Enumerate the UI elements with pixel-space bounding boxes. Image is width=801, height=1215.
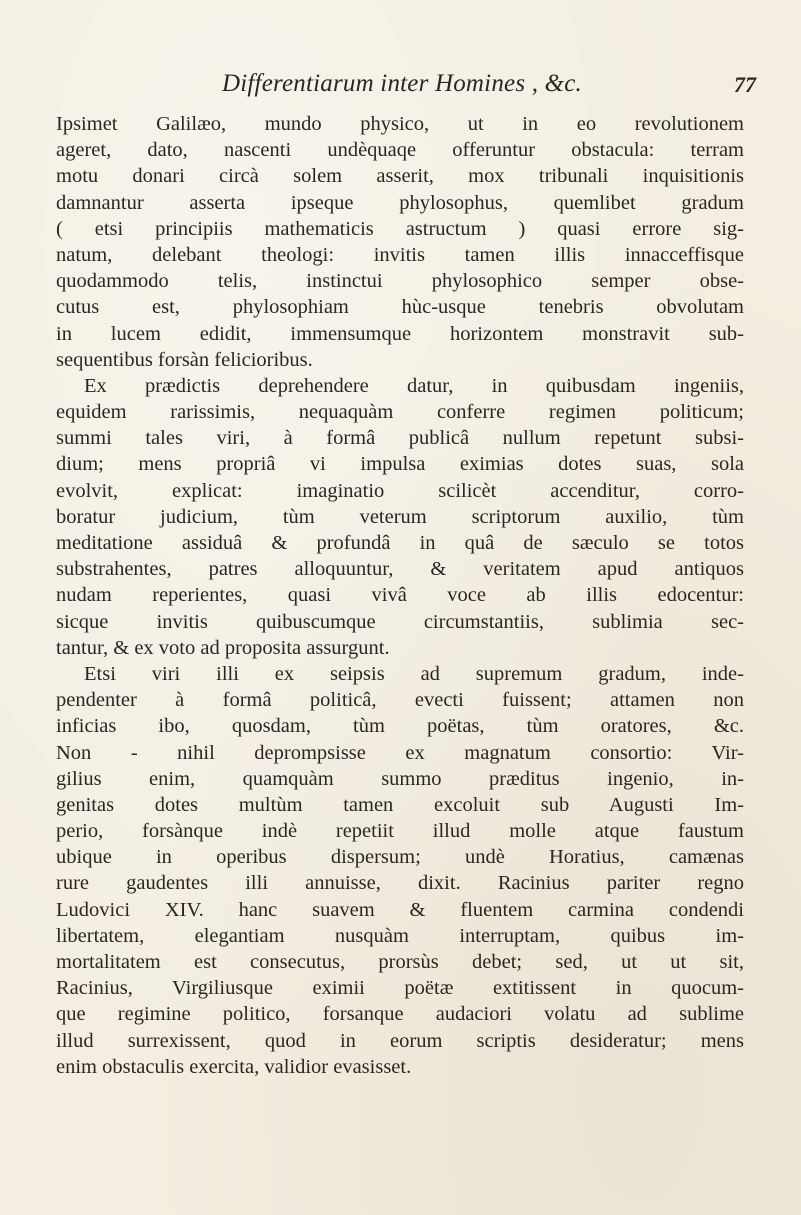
text-line: rure gaudentes illi annuisse, dixit. Racinius pariter regno xyxy=(56,872,744,895)
text-line: Racinius, Virgiliusque eximii poëtæ extitissent in quocum- xyxy=(56,977,744,1000)
text-line: sequentibus forsàn felicioribus. xyxy=(56,348,313,371)
text-line: natum, delebant theologi: invitis tamen illis innacceffisque xyxy=(56,243,744,266)
text-line: ageret, dato, nascenti undèquaqe offeruntur obstacula: terram xyxy=(56,139,744,162)
text-line: tantur, & ex voto ad proposita assurgunt. xyxy=(56,636,390,659)
page-header xyxy=(0,70,801,106)
text-line: summi tales viri, à formâ publicâ nullum repetunt subsi- xyxy=(56,427,744,450)
text-line: damnantur asserta ipseque phylosophus, quemlibet gradum xyxy=(56,191,744,214)
page-number: 77 xyxy=(734,72,756,97)
text-line: inficias ibo, quosdam, tùm poëtas, tùm oratores, &c. xyxy=(56,715,744,738)
text-line: genitas dotes multùm tamen excoluit sub Augusti Im- xyxy=(56,793,744,816)
text-line: pendenter à formâ politicâ, evecti fuissent; attamen non xyxy=(56,689,744,712)
text-line: dium; mens propriâ vi impulsa eximias dotes suas, sola xyxy=(56,453,744,476)
text-line: cutus est, phylosophiam hùc-usque tenebris obvolutam xyxy=(56,296,744,319)
text-line: boratur judicium, tùm veterum scriptorum auxilio, tùm xyxy=(56,505,744,528)
text-line: quodammodo telis, instinctui phylosophico semper obse- xyxy=(56,270,744,293)
text-line: mortalitatem est consecutus, prorsùs debet; sed, ut ut sit, xyxy=(56,951,744,973)
text-line: in lucem edidit, immensumque horizontem monstravit sub- xyxy=(56,322,744,345)
text-line: perio, forsànque indè repetiit illud molle atque faustum xyxy=(56,820,744,843)
text-line: evolvit, explicat: imaginatio scilicèt accenditur, corro- xyxy=(56,479,744,502)
text-line: que regimine politico, forsanque audaciori volatu ad sublime xyxy=(56,1003,744,1026)
text-line: meditatione assiduâ & profundâ in quâ de sæculo se totos xyxy=(56,532,744,554)
text-line: gilius enim, quamquàm summo præditus ingenio, in- xyxy=(56,767,744,790)
text-line: substrahentes, patres alloquuntur, & veritatem apud antiquos xyxy=(56,558,744,581)
body-text xyxy=(56,111,744,1080)
running-head: Differentiarum inter Homines , &c. xyxy=(222,70,582,97)
text-line: illud surrexissent, quod in eorum scriptis desideratur; mens xyxy=(56,1029,744,1052)
text-line: sicque invitis quibuscumque circumstantiis, sublimia sec- xyxy=(56,610,744,633)
text-line: equidem rarissimis, nequaquàm conferre regimen politicum; xyxy=(56,401,744,424)
text-line: motu donari circà solem asserit, mox tribunali inquisitionis xyxy=(56,165,744,188)
text-line: enim obstaculis exercita, validior evasisset. xyxy=(56,1055,412,1078)
text-line: ( etsi principiis mathematicis astructum ) quasi errore sig- xyxy=(56,217,744,240)
text-line: ubique in operibus dispersum; undè Horatius, camænas xyxy=(56,846,744,869)
text-line: nudam reperientes, quasi vivâ voce ab illis edocentur: xyxy=(56,584,744,607)
text-line: Ipsimet Galilæo, mundo physico, ut in eo revolutionem xyxy=(56,113,744,135)
text-line: Etsi viri illi ex seipsis ad supremum gradum, inde- xyxy=(84,662,744,685)
text-line: libertatem, elegantiam nusquàm interruptam, quibus im- xyxy=(56,924,744,947)
text-line: Ex prædictis deprehendere datur, in quibusdam ingeniis, xyxy=(84,374,744,397)
text-line: Ludovici XIV. hanc suavem & fluentem carmina condendi xyxy=(56,898,744,921)
text-line: Non - nihil deprompsisse ex magnatum consortio: Vir- xyxy=(56,741,744,764)
